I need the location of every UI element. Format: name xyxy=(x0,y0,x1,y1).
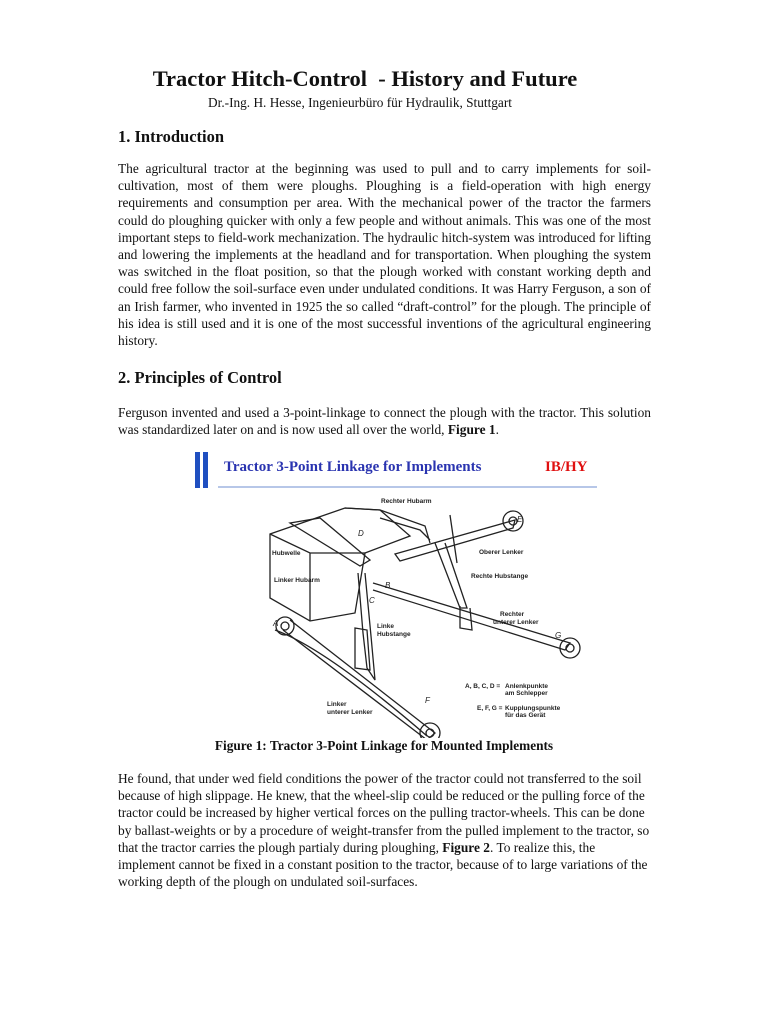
legend-text-1b: am Schlepper xyxy=(505,690,548,697)
figure-1 xyxy=(195,448,605,738)
section-heading-principles: 2. Principles of Control xyxy=(118,368,282,387)
label-rechter-hubarm: Rechter Hubarm xyxy=(381,498,432,505)
point-e: E xyxy=(517,515,523,524)
point-g: G xyxy=(555,631,562,640)
point-a: A xyxy=(273,619,279,628)
label-rechte-hubstange: Rechte Hubstange xyxy=(471,573,529,580)
legend-text-2b: für das Gerät xyxy=(505,712,546,719)
label-linke-hubstange-1: Linke xyxy=(377,623,394,630)
slide-title: Tractor 3-Point Linkage for Implements xyxy=(224,459,482,475)
slide-bar xyxy=(203,452,208,488)
label-linke-hubstange-2: Hubstange xyxy=(377,631,411,638)
label-linker-unterer-1: Linker xyxy=(327,701,347,708)
label-oberer-lenker: Oberer Lenker xyxy=(479,549,524,556)
text: . xyxy=(495,422,499,438)
label-linker-hubarm: Linker Hubarm xyxy=(274,577,320,584)
figure-1-caption: Figure 1: Tractor 3-Point Linkage for Mounted Implements xyxy=(214,738,554,753)
principles-paragraph-1 xyxy=(118,404,651,438)
legend-text-2a: Kupplungspunkte xyxy=(505,705,561,712)
point-b: B xyxy=(385,581,391,590)
figure-reference: Figure 2 xyxy=(442,839,490,855)
label-hubwelle: Hubwelle xyxy=(272,550,301,557)
document-title: Tractor Hitch-Control - History and Future xyxy=(152,66,578,91)
point-f: F xyxy=(425,696,430,705)
label-rechter-unterer-2: unterer Lenker xyxy=(493,619,539,626)
point-c: C xyxy=(369,596,375,605)
text: Ferguson invented and used a 3-point-linkage to connect the plough with the tractor. This solution was standardized later on and is now used all over the world, xyxy=(118,405,651,438)
legend-keys-1: A, B, C, D = xyxy=(465,683,501,690)
text: He found, that under wed field conditions the power of the tractor could not transferred to the soil because of high slippage. He knew, that the wheel-slip could be reduced or the pulling force of the tractor could be increased by higher vertical forces on the pulling tractor-wheels. This can be done by ballast-weights or by a procedure of weight-transfer from the pulled implement to the tractor, so that the tractor carries the plough partialy during ploughing, xyxy=(118,771,650,855)
introduction-paragraph: The agricultural tractor at the beginning was used to pull and to carry implements for soil-cultivation, most of them were ploughs. Ploughing is a field-operation with high energy requirements and consumption per area. With the mechanical power of the tractor the farmers could do ploughing quicker with only a few people and without animals. This was one of the most important steps to field-work mechanization. The hydraulic hitch-system was introduced for lifting and lowering the implements at the headland and for transportation. When ploughing the system was switched in the float position, so that the plough worked with constant working depth and could free follow the soil-surface even under undulated conditions. It was Harry Ferguson, a son of an Irish farmer, who invented in 1925 the so called “draft-control” for the plough. The principle of his idea is still used and it is one of the most successful inventions of the agricultural engineering history. xyxy=(118,161,651,349)
slide-bar xyxy=(195,452,200,488)
label-linker-unterer-2: unterer Lenker xyxy=(327,709,373,716)
author-affiliation: Dr.-Ing. H. Hesse, Ingenieurbüro für Hydraulik, Stuttgart xyxy=(208,95,512,110)
legend-text-1a: Anlenkpunkte xyxy=(505,683,548,690)
text: . To realize this, the implement cannot be fixed in a constant position to the tractor, because of to large variations of the working depth of the plough on undulated soil-surfaces. xyxy=(118,839,648,890)
slide-tag: IB/HY xyxy=(545,459,588,475)
section-heading-introduction: 1. Introduction xyxy=(118,127,225,146)
figure-reference: Figure 1 xyxy=(447,422,496,438)
point-d: D xyxy=(358,529,364,538)
linkage-diagram xyxy=(195,448,605,738)
legend-keys-2: E, F, G = xyxy=(477,705,503,712)
principles-paragraph-2 xyxy=(118,770,651,890)
label-rechter-unterer-1: Rechter xyxy=(500,611,525,618)
